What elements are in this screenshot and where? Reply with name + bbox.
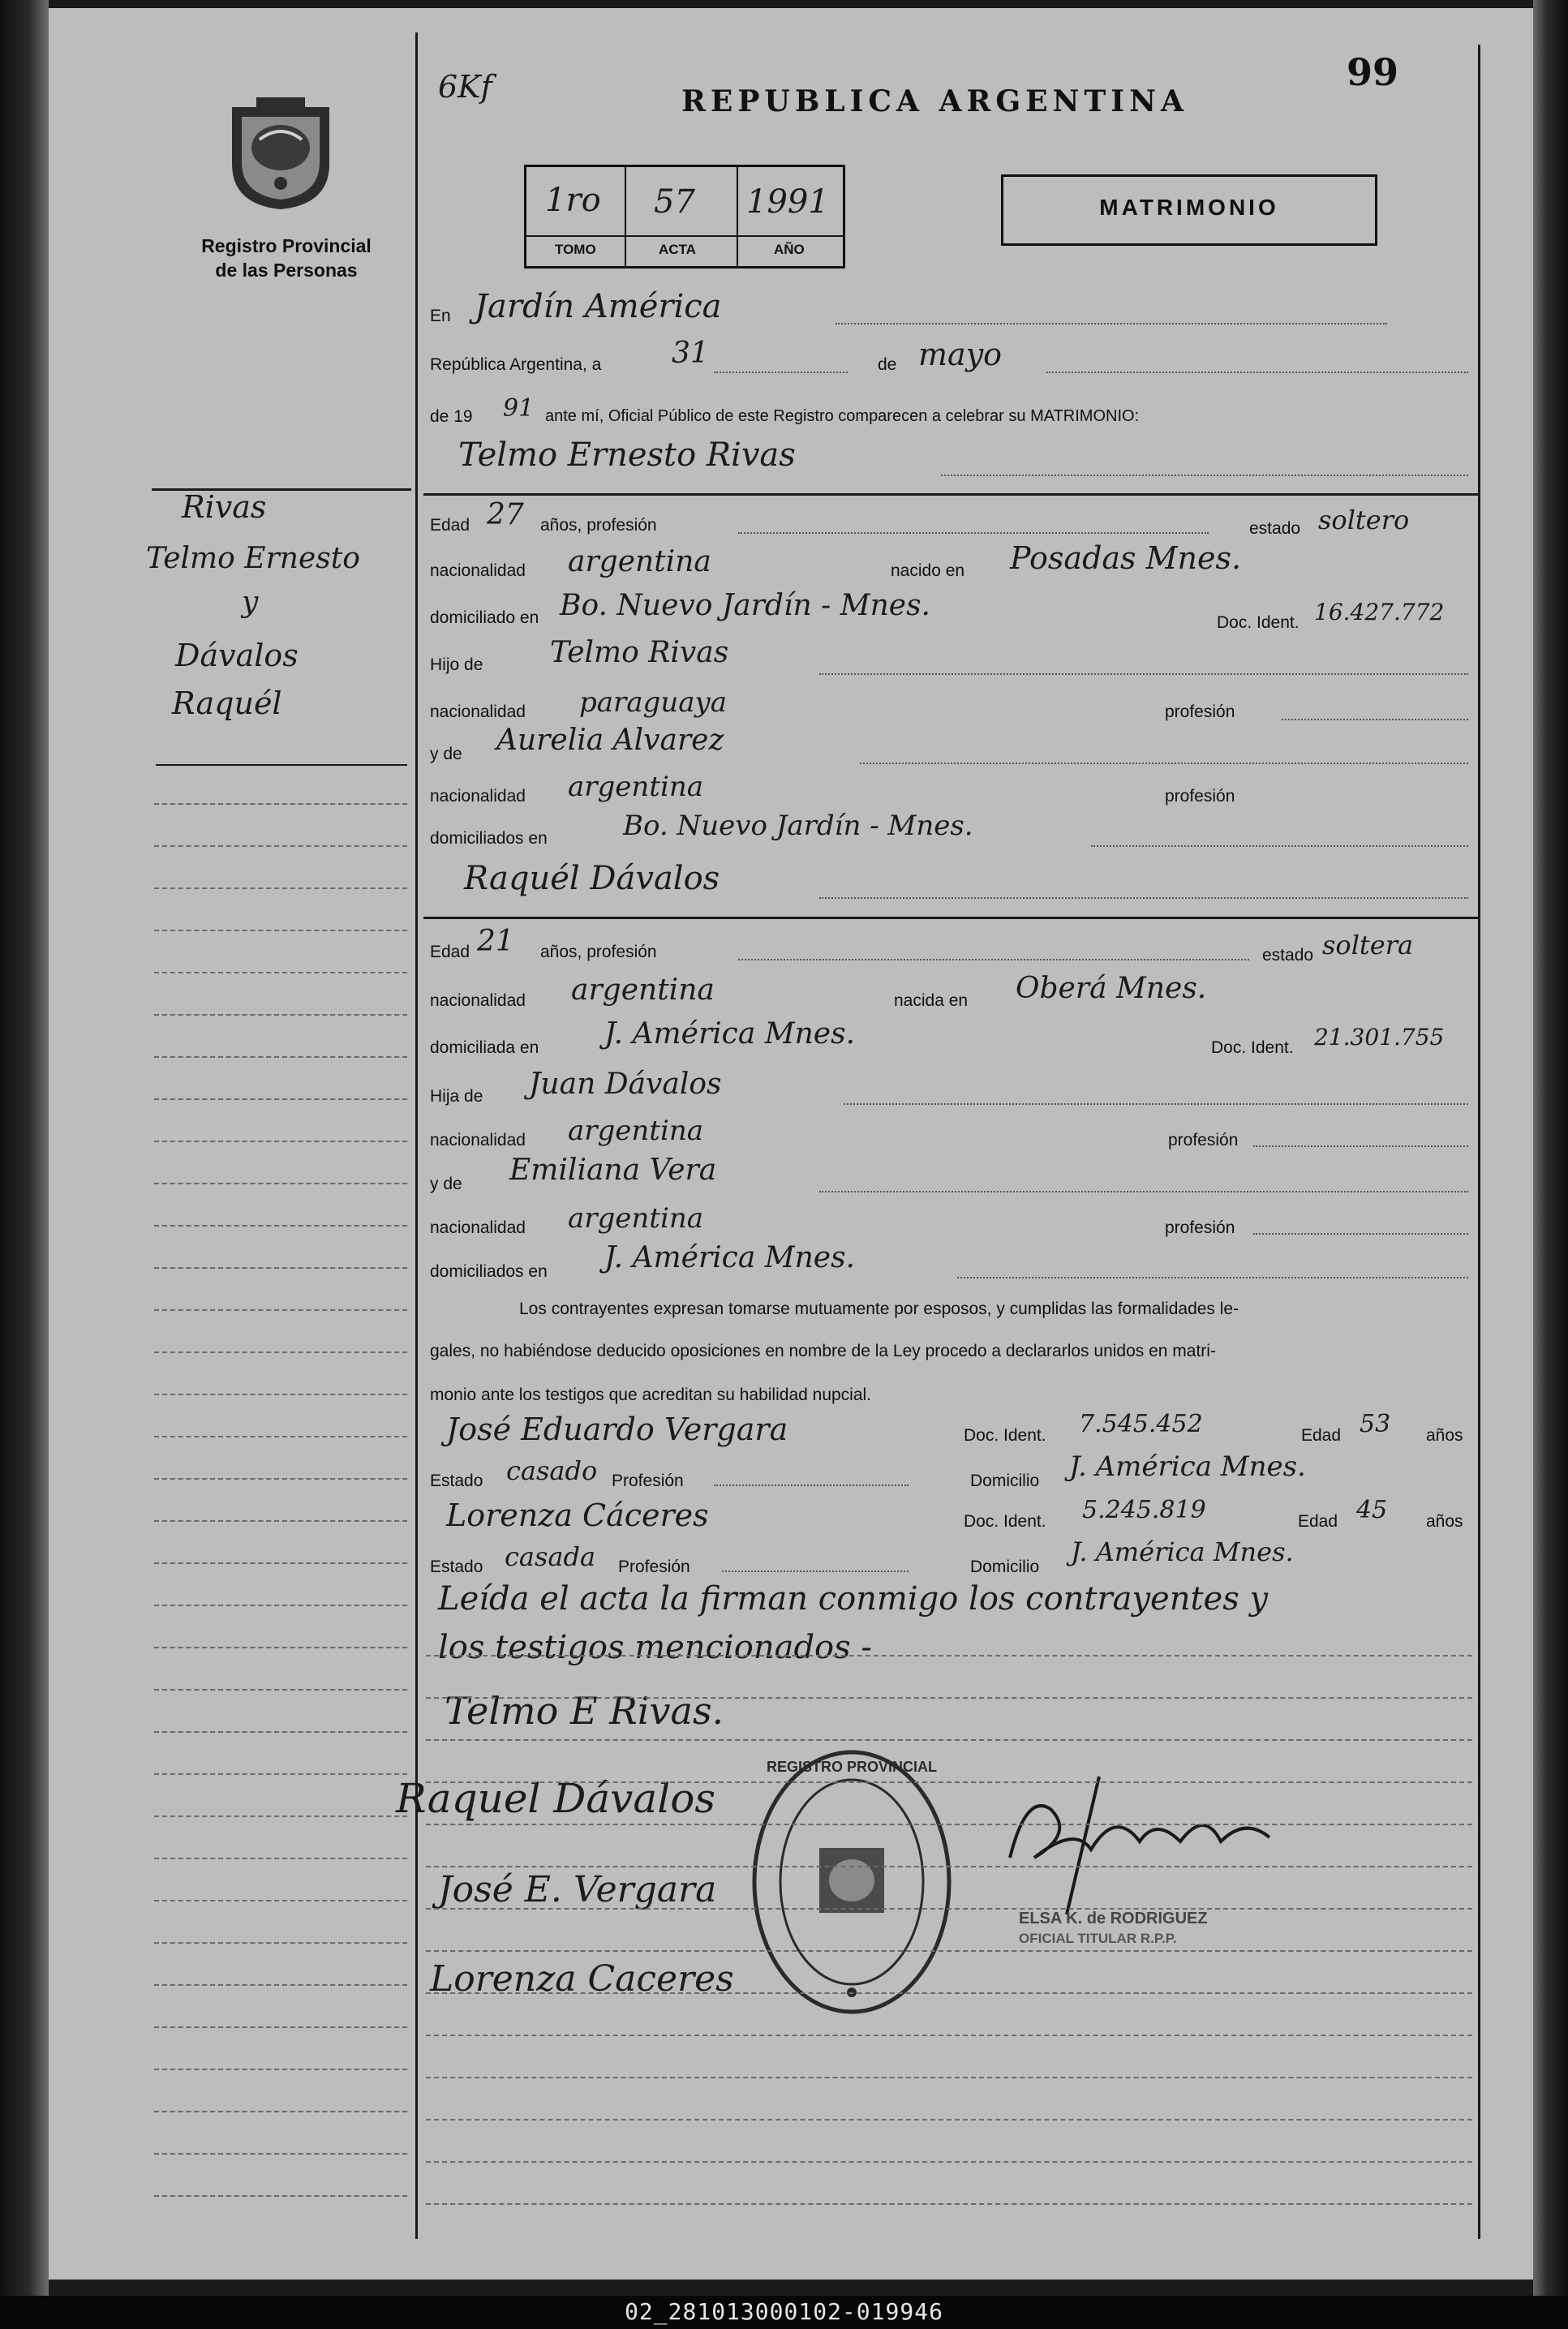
dotted-line xyxy=(819,1191,1468,1192)
dotted-line xyxy=(957,1277,1468,1278)
groom-domiciliados-label: domiciliados en xyxy=(430,829,548,848)
ano-label: AÑO xyxy=(774,242,805,257)
dotted-line xyxy=(738,959,1249,960)
groom-parents-domicile: Bo. Nuevo Jardín - Mnes. xyxy=(623,810,973,842)
margin-rule-line xyxy=(154,1478,407,1480)
bride-nacionalidad-label: nacionalidad xyxy=(430,991,526,1010)
witness1-anos-label: años xyxy=(1426,1426,1463,1445)
official-title: OFICIAL TITULAR R.P.P. xyxy=(1019,1931,1177,1946)
margin-rule-line xyxy=(154,1141,407,1142)
record-box-divider xyxy=(524,235,845,237)
dotted-line xyxy=(819,673,1468,675)
groom-father-nationality: paraguaya xyxy=(579,686,727,719)
witness1-edad-label: Edad xyxy=(1301,1426,1342,1445)
margin-rule-line xyxy=(154,1689,407,1691)
acta-label: ACTA xyxy=(659,242,696,257)
margin-rule-line xyxy=(154,930,407,931)
margin-rule-line xyxy=(154,1014,407,1016)
signature-witness2: Lorenza Caceres xyxy=(430,1958,734,2000)
margin-rule-line xyxy=(154,845,407,847)
bride-profesion-label: años, profesión xyxy=(540,943,657,961)
corner-mark: 6Kf xyxy=(438,69,492,105)
dotted-line xyxy=(1091,845,1468,847)
body-rule-line xyxy=(426,1908,1472,1910)
declaration-line1: Los contrayentes expresan tomarse mutuamente por esposos, y cumplidas las formalidades le- xyxy=(519,1300,1239,1318)
groom-estado: soltero xyxy=(1318,505,1410,535)
bride-birthplace: Oberá Mnes. xyxy=(1016,972,1207,1005)
margin-rule-line xyxy=(154,803,407,805)
bride-hija-label: Hija de xyxy=(430,1087,483,1106)
page-edge xyxy=(1533,0,1568,2296)
margin-rule-line xyxy=(154,1098,407,1100)
witness1-doc-label: Doc. Ident. xyxy=(964,1426,1046,1445)
margin-surname2: Dávalos xyxy=(175,638,299,673)
declaration-line2: gales, no habiéndose deducido oposiciones en nombre de la Ley procedo a declararlos unidos en matri- xyxy=(430,1342,1216,1360)
closing-line2: los testigos mencionados - xyxy=(438,1629,872,1666)
declaration-line3: monio ante los testigos que acreditan su habilidad nupcial. xyxy=(430,1386,872,1404)
margin-rule-line xyxy=(154,1605,407,1606)
de-label: de xyxy=(878,355,897,374)
official-seal-icon xyxy=(746,1744,957,2020)
margin-rule-line xyxy=(154,1858,407,1859)
bride-father-nationality: argentina xyxy=(568,1115,704,1147)
margin-rule-line xyxy=(154,1942,407,1944)
margin-rule-line xyxy=(154,1647,407,1648)
bride-full-name: Raquél Dávalos xyxy=(464,860,720,897)
dotted-line xyxy=(722,1571,909,1572)
dotted-line xyxy=(941,475,1468,476)
right-border xyxy=(1478,45,1480,2239)
body-rule-line xyxy=(426,1655,1472,1657)
groom-birthplace: Posadas Mnes. xyxy=(1010,540,1242,576)
ano-value: 1991 xyxy=(746,183,829,221)
year-suffix: 91 xyxy=(503,394,535,423)
registry-name-line1: Registro Provincial xyxy=(201,235,372,256)
body-rule-line xyxy=(426,1781,1472,1783)
groom-doc: 16.427.772 xyxy=(1314,599,1445,625)
bride-age: 21 xyxy=(477,925,514,958)
witness1-doc: 7.545.452 xyxy=(1079,1410,1203,1438)
dotted-line xyxy=(1253,1145,1468,1147)
bride-mother-nationality: argentina xyxy=(568,1202,704,1235)
margin-surname1: Rivas xyxy=(182,489,267,525)
bride-yde-label: y de xyxy=(430,1175,462,1193)
margin-close-rule xyxy=(156,764,407,766)
groom-edad-label: Edad xyxy=(430,516,470,535)
bride-parents-domicile: J. América Mnes. xyxy=(604,1241,856,1274)
margin-rule-line xyxy=(154,1816,407,1817)
place-value: Jardín América xyxy=(475,288,722,325)
margin-rule-line xyxy=(154,2026,407,2028)
dotted-line xyxy=(844,1103,1468,1105)
intro-sentence: ante mí, Oficial Público de este Registro comparecen a celebrar su MATRIMONIO: xyxy=(545,407,1140,425)
section-rule xyxy=(423,917,1478,919)
body-rule-line xyxy=(426,1697,1472,1699)
country-title: REPUBLICA ARGENTINA xyxy=(681,84,1188,118)
bride-domicile: J. América Mnes. xyxy=(604,1017,856,1051)
groom-profesion-label: años, profesión xyxy=(540,516,657,535)
body-rule-line xyxy=(426,1739,1472,1741)
groom-father: Telmo Rivas xyxy=(550,636,729,669)
signature-groom: Telmo E Rivas. xyxy=(445,1689,724,1733)
registry-name-line2: de las Personas xyxy=(215,260,358,281)
closing-line1: Leída el acta la firman conmigo los contrayentes y xyxy=(438,1580,1269,1618)
margin-rule-line xyxy=(154,1984,407,1986)
acta-value: 57 xyxy=(654,183,695,221)
groom-hijo-label: Hijo de xyxy=(430,655,483,674)
groom-mother-prof-label: profesión xyxy=(1165,787,1235,806)
groom-nationality: argentina xyxy=(568,545,711,578)
margin-connector: y xyxy=(242,586,259,619)
margin-rule-line xyxy=(154,2153,407,2155)
groom-father-nat-label: nacionalidad xyxy=(430,703,526,721)
witness1-estado: casado xyxy=(506,1455,598,1486)
registry-emblem-icon xyxy=(224,91,337,213)
dotted-line xyxy=(1282,719,1468,720)
groom-father-prof-label: profesión xyxy=(1165,703,1235,721)
bride-estado: soltera xyxy=(1322,930,1414,960)
dotted-line xyxy=(714,372,848,373)
witness2-estado-label: Estado xyxy=(430,1558,483,1576)
official-name: ELSA K. de RODRIGUEZ xyxy=(1019,1910,1208,1927)
body-rule-line xyxy=(426,2077,1472,2078)
record-box-cell-divider xyxy=(625,165,626,266)
file-identifier: 02_281013000102-019946 xyxy=(625,2298,943,2325)
bride-father-prof-label: profesión xyxy=(1168,1131,1239,1149)
margin-rule-line xyxy=(154,1520,407,1522)
bride-mother: Emiliana Vera xyxy=(509,1154,717,1187)
witness1-domicile: J. América Mnes. xyxy=(1069,1450,1306,1483)
body-rule-line xyxy=(426,1866,1472,1867)
dotted-line xyxy=(1253,1233,1468,1235)
groom-full-name: Telmo Ernesto Rivas xyxy=(458,436,796,474)
body-rule-line xyxy=(426,1992,1472,1994)
dotted-line xyxy=(1046,372,1468,373)
bride-father: Juan Dávalos xyxy=(529,1068,722,1101)
republica-label: República Argentina, a xyxy=(430,355,602,374)
witness1-name: José Eduardo Vergara xyxy=(446,1412,788,1447)
groom-age: 27 xyxy=(487,498,524,531)
margin-rule-line xyxy=(154,1773,407,1775)
bride-nacida-label: nacida en xyxy=(894,991,969,1010)
groom-mother-nationality: argentina xyxy=(568,771,704,803)
witness2-profesion-label: Profesión xyxy=(618,1558,690,1576)
groom-yde-label: y de xyxy=(430,745,462,763)
year-prefix: de 19 xyxy=(430,407,473,426)
day-value: 31 xyxy=(672,337,709,370)
margin-names1: Telmo Ernesto xyxy=(146,542,360,575)
dotted-line xyxy=(738,532,1209,534)
witness1-age: 53 xyxy=(1360,1410,1391,1438)
witness2-anos-label: años xyxy=(1426,1512,1463,1531)
margin-rule-line xyxy=(154,2111,407,2112)
witness2-domicilio-label: Domicilio xyxy=(970,1558,1040,1576)
month-value: mayo xyxy=(918,337,1003,372)
groom-mother-nat-label: nacionalidad xyxy=(430,787,526,806)
bride-mother-nat-label: nacionalidad xyxy=(430,1218,526,1237)
witness1-profesion-label: Profesión xyxy=(612,1472,684,1490)
tomo-label: TOMO xyxy=(555,242,596,257)
margin-rule-line xyxy=(154,1562,407,1564)
dotted-line xyxy=(714,1485,909,1486)
margin-rule-line xyxy=(154,887,407,889)
page-number: 99 xyxy=(1347,50,1399,94)
bride-doc: 21.301.755 xyxy=(1314,1024,1445,1051)
witness2-estado: casada xyxy=(505,1541,596,1572)
record-type: MATRIMONIO xyxy=(1099,195,1279,220)
witness2-doc-label: Doc. Ident. xyxy=(964,1512,1046,1531)
margin-rule-line xyxy=(154,1267,407,1269)
groom-nacionalidad-label: nacionalidad xyxy=(430,561,526,580)
tomo-value: 1ro xyxy=(545,182,601,219)
margin-rule-line xyxy=(154,1183,407,1184)
section-rule xyxy=(423,493,1478,496)
margin-rule-line xyxy=(154,1731,407,1733)
margin-rule-line xyxy=(154,2069,407,2070)
groom-estado-label: estado xyxy=(1249,519,1301,538)
margin-rule-line xyxy=(154,972,407,973)
dotted-line xyxy=(860,763,1468,764)
witness2-edad-label: Edad xyxy=(1298,1512,1338,1531)
bride-father-nat-label: nacionalidad xyxy=(430,1131,526,1149)
body-rule-line xyxy=(426,2161,1472,2163)
record-box-cell-divider xyxy=(737,165,738,266)
margin-rule-line xyxy=(154,1900,407,1901)
bride-domiciliada-label: domiciliada en xyxy=(430,1038,539,1057)
witness1-domicilio-label: Domicilio xyxy=(970,1472,1040,1490)
groom-doc-label: Doc. Ident. xyxy=(1217,613,1300,632)
dotted-line xyxy=(836,323,1387,324)
official-signature xyxy=(977,1760,1334,1923)
witness2-doc: 5.245.819 xyxy=(1082,1496,1206,1524)
margin-rule-line xyxy=(154,1436,407,1437)
witness2-age: 45 xyxy=(1356,1496,1388,1524)
margin-divider xyxy=(415,32,418,2239)
body-rule-line xyxy=(426,1824,1472,1825)
signature-bride: Raquel Dávalos xyxy=(396,1775,715,1822)
signature-witness1: José E. Vergara xyxy=(438,1869,717,1910)
witness2-domicile: J. América Mnes. xyxy=(1071,1536,1294,1567)
margin-rule-line xyxy=(154,1351,407,1353)
bride-domiciliados-label: domiciliados en xyxy=(430,1262,548,1281)
groom-mother: Aurelia Alvarez xyxy=(496,724,724,757)
svg-text:REGISTRO PROVINCIAL: REGISTRO PROVINCIAL xyxy=(766,1759,938,1775)
groom-domiciliado-label: domiciliado en xyxy=(430,608,539,627)
book-binding xyxy=(0,0,49,2329)
body-rule-line xyxy=(426,2203,1472,2205)
dotted-line xyxy=(819,897,1468,899)
witness1-estado-label: Estado xyxy=(430,1472,483,1490)
margin-rule-line xyxy=(154,1394,407,1395)
bride-estado-label: estado xyxy=(1262,946,1314,965)
body-rule-line xyxy=(426,1950,1472,1952)
bride-edad-label: Edad xyxy=(430,943,470,961)
margin-rule-line xyxy=(154,1309,407,1311)
groom-domicile: Bo. Nuevo Jardín - Mnes. xyxy=(560,589,930,622)
en-label: En xyxy=(430,307,451,325)
bride-mother-prof-label: profesión xyxy=(1165,1218,1235,1237)
margin-rule-line xyxy=(154,1225,407,1227)
groom-nacido-label: nacido en xyxy=(891,561,965,580)
witness2-name: Lorenza Cáceres xyxy=(446,1498,709,1533)
margin-rule-line xyxy=(154,2195,407,2197)
margin-rule-line xyxy=(154,1056,407,1058)
bride-doc-label: Doc. Ident. xyxy=(1211,1038,1294,1057)
body-rule-line xyxy=(426,2119,1472,2121)
bride-nationality: argentina xyxy=(571,973,715,1007)
margin-names2: Raquél xyxy=(172,685,282,721)
body-rule-line xyxy=(426,2035,1472,2036)
